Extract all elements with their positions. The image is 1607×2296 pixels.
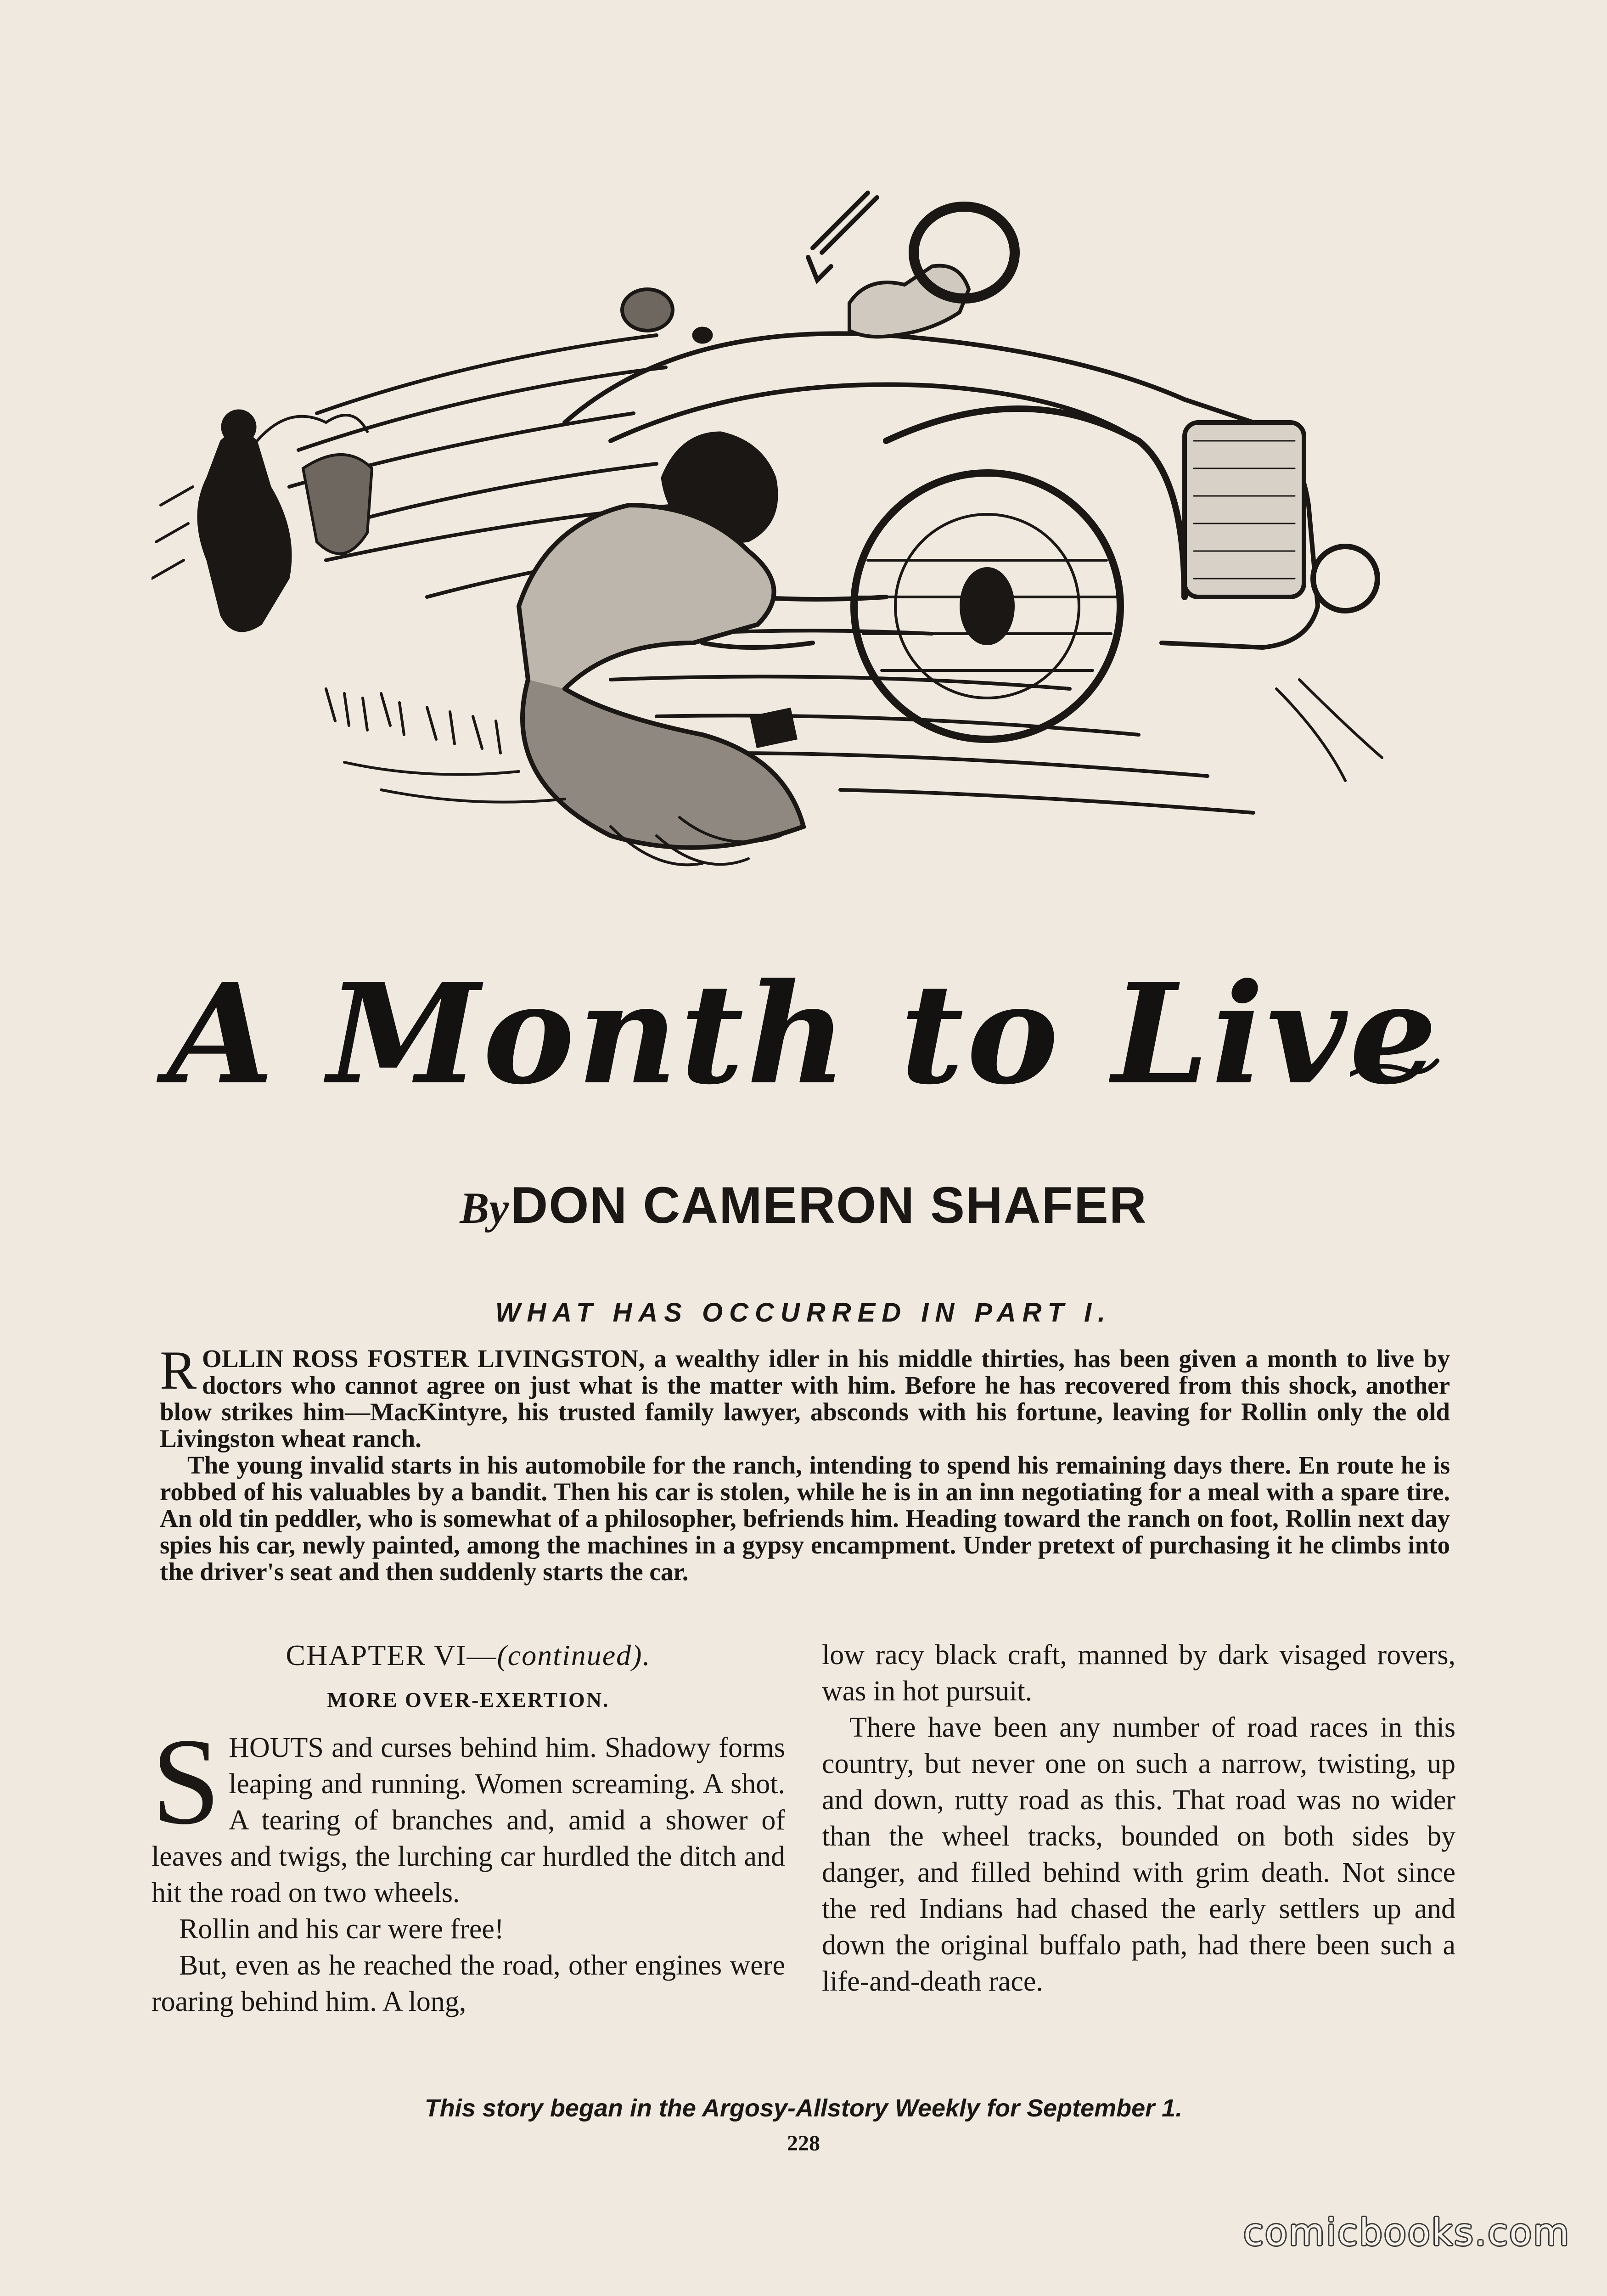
story-paragraph: Rollin and his car were free! — [179, 1913, 504, 1945]
chapter-number: CHAPTER VI— — [286, 1639, 497, 1671]
radiator — [1185, 422, 1304, 597]
column-left — [152, 1637, 785, 2020]
synopsis-text-1: OLLIN ROSS FOSTER LIVINGSTON, a wealthy idler in his middle thirties, has been given a month to live by doctors who cannot agree on just what is the matter with him. Before he has recovered from this shock, another blow strikes him—MacKintyre, his trusted family lawyer, absconds with his fortune, leaving for Rollin only the old Livingston wheat ranch. — [160, 1345, 1450, 1452]
author-name: DON CAMERON SHAFER — [511, 1176, 1147, 1234]
watermark: comicbooks.com — [1243, 2211, 1570, 2254]
synopsis-drop-cap: R — [160, 1339, 197, 1401]
flying-hat — [622, 289, 673, 331]
synopsis-heading: WHAT HAS OCCURRED IN PART I. — [495, 1298, 1112, 1328]
byline — [0, 1176, 1607, 1235]
story-title: A Month to Live — [167, 953, 1440, 1115]
story-paragraph-continued: low racy black craft, manned by dark visaged rovers, was in hot pursuit. — [822, 1639, 1455, 1707]
page-number: 228 — [787, 2131, 820, 2155]
byline-by: By — [460, 1183, 509, 1232]
flying-stick — [808, 193, 877, 280]
story-paragraph — [152, 1713, 785, 1911]
fleeing-men — [152, 410, 372, 632]
story-drop-cap: S — [152, 1713, 221, 1850]
chapter-heading — [152, 1637, 785, 1673]
chapter-subheading: MORE OVER-EXERTION. — [327, 1688, 610, 1711]
story-illustration — [152, 184, 1428, 946]
story-paragraph: But, even as he reached the road, other engines were roaring behind him. A long, — [152, 1950, 785, 2017]
fender — [886, 409, 1185, 597]
title-flourish — [1350, 1052, 1442, 1084]
story-paragraph: There have been any number of road races in this country, but never one on such a narrow, twisting, up and down, rutty road as this. That road was no wider than the wheel tracks, bounded on both sides by danger, and filled behind with grim death. Not since the red Indians had chased the early settlers up and down the original buffalo path, had there been such a life-and-death race. — [822, 1712, 1455, 1997]
ground — [326, 680, 1382, 802]
headlight — [1313, 546, 1377, 611]
chapter-continued: (continued). — [497, 1639, 651, 1671]
column-right — [822, 1637, 1455, 2000]
synopsis-paragraph — [160, 1339, 1450, 1452]
synopsis-paragraph: The young invalid starts in his automobile for the ranch, intending to spend his remaining days there. En route he is robbed of his valuables by a bandit. Then his car is stolen, while he is in an inn negotiating for a meal with a spare tire. An old tin peddler, who is somewhat of a philosopher, befriends him. Heading toward the ranch on foot, Rollin next day spies his car, newly painted, among the machines in a gypsy encampment. Under pretext of purchasing it he climbs into the driver's seat and then suddenly starts the car. — [160, 1451, 1450, 1586]
synopsis — [160, 1339, 1450, 1586]
story-text-1: HOUTS and curses behind him. Shadowy forms leaping and running. Women screaming. A shot. A tearing of branches and, amid a shower of leaves and twigs, the lurching car hurdled the ditch and hit the road on two wheels. — [152, 1732, 785, 1908]
footnote: This story began in the Argosy-Allstory Weekly for September 1. — [424, 2094, 1183, 2122]
